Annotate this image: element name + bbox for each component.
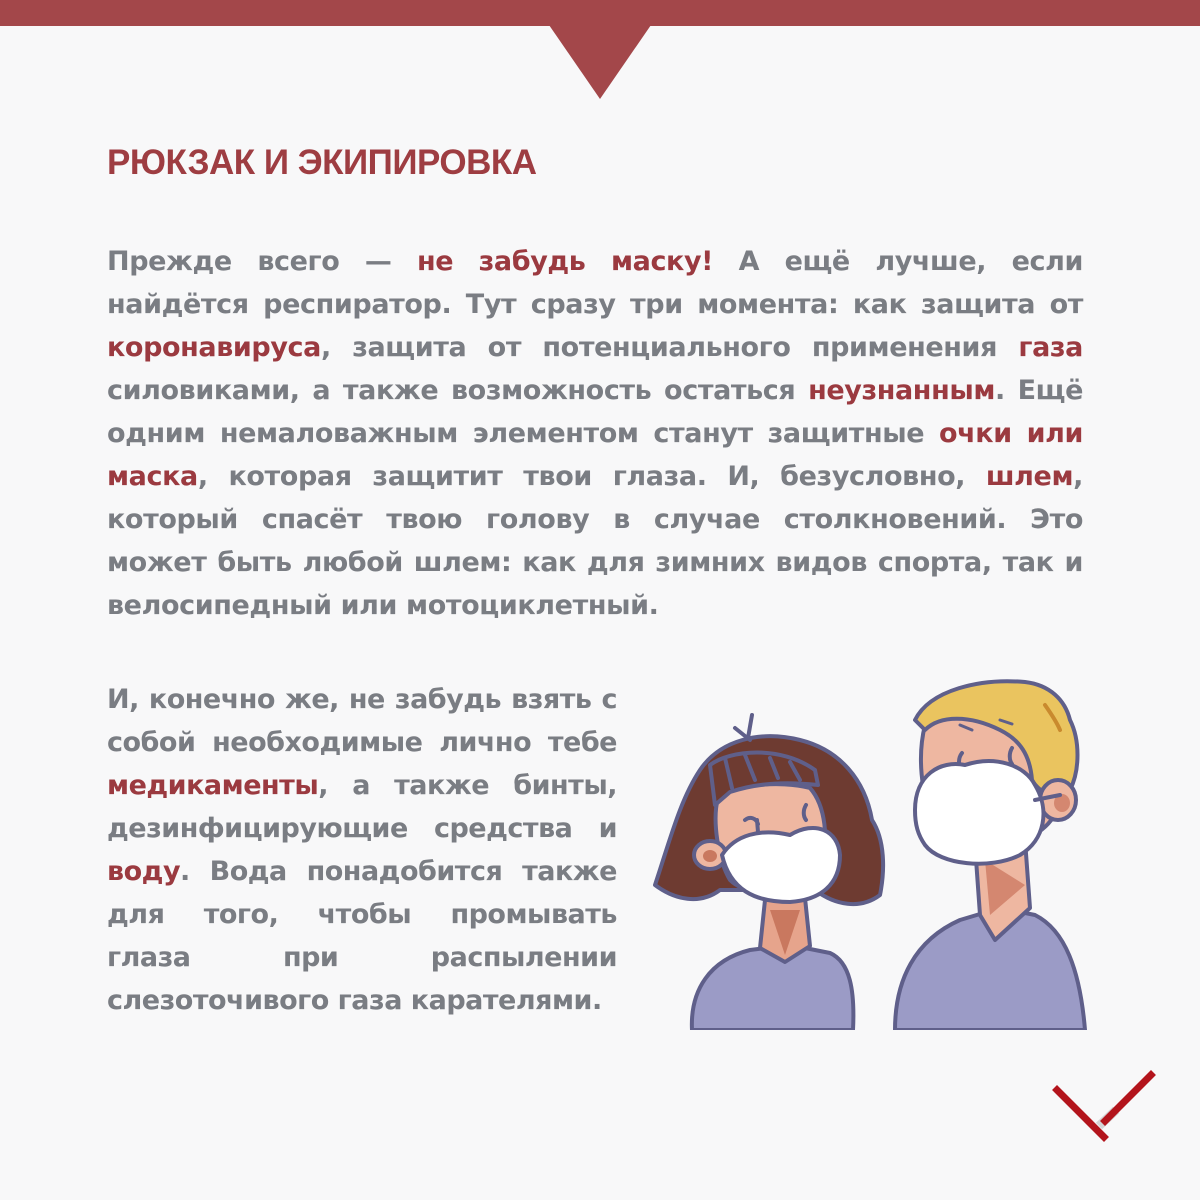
text-segment: силовиками, а также возможность остаться	[107, 375, 809, 406]
text-segment: И, конечно же, не забудь взять с собой необходимые лично тебе	[107, 684, 617, 758]
text-segment: Прежде всего —	[107, 246, 417, 277]
highlight-helmet: шлем	[985, 461, 1074, 492]
text-segment: , который спасёт твою голову в случае столкновений. Это может быть любой шлем: как для зимних видов спорта, так и велосипедный или мотоциклетный.	[107, 461, 1083, 621]
boy-figure	[895, 681, 1085, 1030]
text-segment: . Ещё одним немаловажным элементом станут защитные	[107, 375, 1083, 449]
text-segment: , которая защитит твои глаза. И, безусловно,	[197, 461, 986, 492]
girl-figure	[655, 715, 883, 1030]
highlight-water: воду	[107, 856, 181, 887]
masked-people-illustration	[640, 670, 1100, 1030]
text-segment: А ещё лучше, если найдётся респиратор. Тут сразу три момента: как защита от	[107, 246, 1083, 320]
text-segment: , защита от потенциального применения	[320, 332, 1019, 363]
highlight-unrecognized: неузнанным	[808, 375, 996, 406]
highlight-coronavirus: коронавируса	[107, 332, 321, 363]
text-segment: , а также бинты, дезинфицирующие средства и	[107, 770, 617, 844]
paragraph-medicine-water	[107, 678, 617, 1022]
highlight-dont-forget-mask: не забудь маску!	[416, 246, 714, 277]
text-segment: . Вода понадобится также для того, чтобы промывать глаза при распылении слезоточивого газа карателями.	[107, 856, 617, 1016]
top-notch-triangle	[0, 0, 1200, 100]
highlight-goggles: очки или маска	[107, 418, 1083, 492]
page-title: РЮКЗАК И ЭКИПИРОВКА	[107, 143, 537, 182]
paragraph-mask-helmet	[107, 240, 1083, 627]
highlight-medicine: медикаменты	[107, 770, 319, 801]
checkmark-icon	[1040, 1060, 1170, 1150]
highlight-gas: газа	[1018, 332, 1083, 363]
